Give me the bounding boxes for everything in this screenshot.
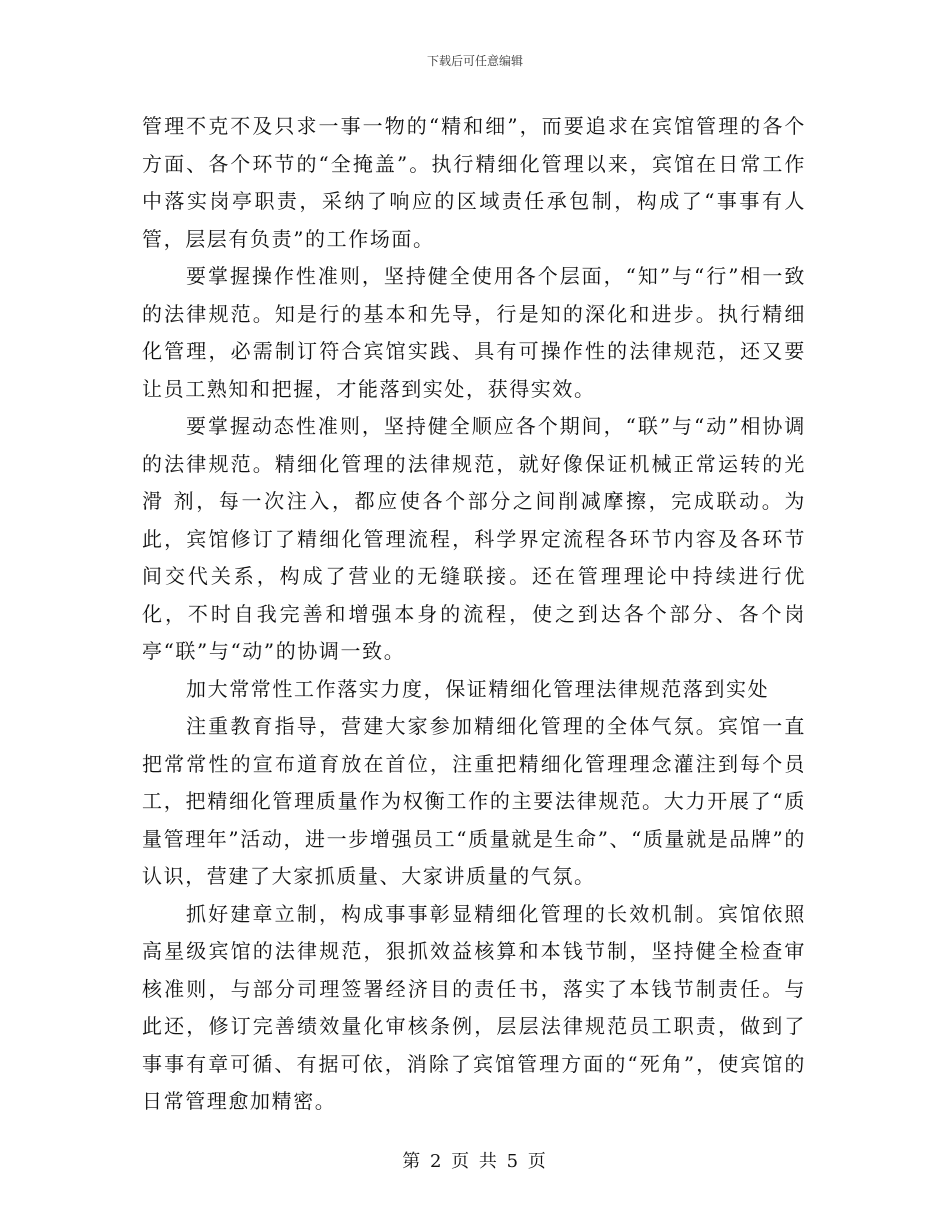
paragraph-2: 要掌握操作性准则，坚持健全使用各个层面，“知”与“行”相一致的法律规范。知是行的基本和先导，行是知的深化和进步。执行精细化管理，必需制订符合宾馆实践、具有可操作性的法律规范，还又要让员工熟知和把握，才能落到实处，获得实效。 [142, 264, 806, 401]
paragraph-6: 抓好建章立制，构成事事彰显精细化管理的长效机制。宾馆依照高星级宾馆的法律规范，狠抓效益核算和本钱节制，坚持健全检查审核准则，与部分司理签署经济目的责任书，落实了本钱节制责任。与此还，修订完善绩效量化审核条例，层层法律规范员工职责，做到了事事有章可循、有据可依，消除了宾馆管理方面的“死角”，使宾馆的日常管理愈加精密。 [142, 901, 806, 1113]
paragraph-1: 管理不克不及只求一事一物的“精和细”，而要追求在宾馆管理的各个方面、各个环节的“全掩盖”。执行精细化管理以来，宾馆在日常工作中落实岗亭职责，采纳了响应的区域责任承包制，构成了“事事有人管，层层有负责”的工作场面。 [142, 114, 806, 251]
page-header: 下载后可任意编辑 [426, 54, 523, 68]
paragraph-5: 注重教育指导，营建大家参加精细化管理的全体气氛。宾馆一直把常常性的宣布道育放在首位，注重把精细化管理理念灌注到每个员工，把精细化管理质量作为权衡工作的主要法律规范。大力开展了“质量管理年”活动，进一步增强员工“质量就是生命”、“质量就是品牌”的认识，营建了大家抓质量、大家讲质量的气氛。 [142, 714, 806, 888]
page-number-footer: 第 2 页 共 5 页 [402, 1151, 548, 1172]
document-body [142, 108, 806, 1121]
paragraph-3: 要掌握动态性准则，坚持健全顺应各个期间，“联”与“动”相协调的法律规范。精细化管理的法律规范，就好像保证机械正常运转的光滑 剂，每一次注入，都应使各个部分之间削减摩擦，完成联动。为此，宾馆修订了精细化管理流程，科学界定流程各环节内容及各环节间交代关系，构成了营业的无缝联接。还在管理理论中持续进行优化，不时自我完善和增强本身的流程，使之到达各个部分、各个岗亭“联”与“动”的协调一致。 [142, 414, 806, 663]
paragraph-4-heading: 加大常常性工作落实力度，保证精细化管理法律规范落到实处 [186, 676, 770, 701]
